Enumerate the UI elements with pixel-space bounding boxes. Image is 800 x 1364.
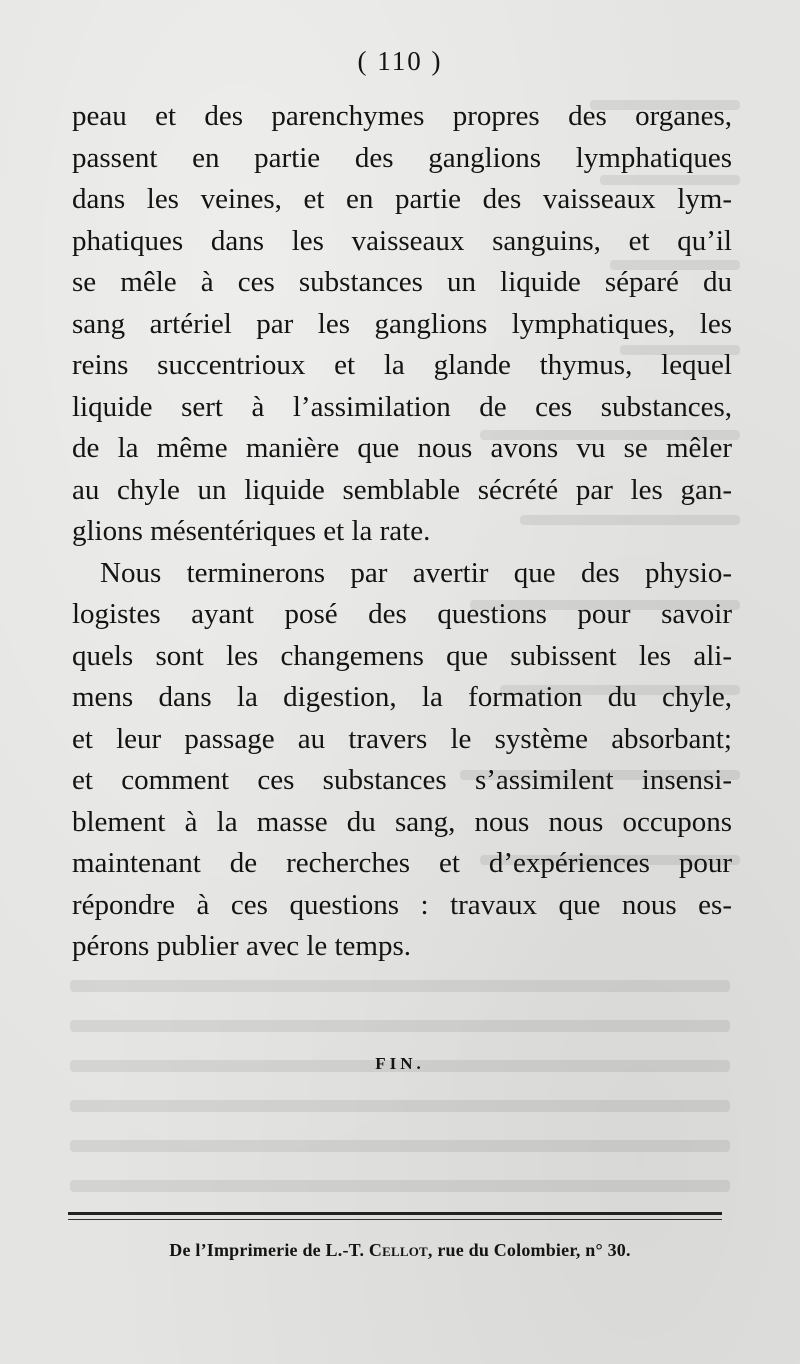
text-line: glions mésentériques et la rate. — [72, 515, 431, 547]
text-line: reins succentrioux et la glande thymus, lequel — [72, 349, 732, 381]
text-line: liquide sert à l’assimilation de ces substances, — [72, 390, 732, 423]
text-line: logistes ayant posé des questions pour savoir — [72, 598, 732, 630]
imprint-line — [0, 1240, 800, 1261]
text-line: dans les veines, et en partie des vaisseaux lym- — [72, 183, 732, 215]
text-line: quels sont les changemens que subissent les ali- — [72, 639, 732, 672]
text-line: Nous terminerons par avertir que des physio- — [100, 556, 732, 589]
paragraph — [72, 553, 732, 968]
text-line: répondre à ces questions : travaux que nous es- — [72, 888, 732, 921]
text-line: phatiques dans les vaisseaux sanguins, et qu’il — [72, 224, 732, 257]
text-line: passent en partie des ganglions lymphatiques — [72, 141, 732, 174]
imprint-rule-thin — [68, 1219, 722, 1220]
imprint-rule — [68, 1212, 722, 1215]
text-line: pérons publier avec le temps. — [72, 930, 412, 962]
fin-label: FIN. — [375, 1054, 425, 1073]
text-line: et comment ces substances s’assimilent insensi- — [72, 764, 732, 796]
text-line: se mêle à ces substances un liquide séparé du — [72, 266, 732, 298]
text-line: de la même manière que nous avons vu se mêler — [72, 432, 732, 464]
text-line: au chyle un liquide semblable sécrété par les gan- — [72, 473, 732, 506]
imprint-printer-name: Cellot — [368, 1240, 428, 1260]
text-line: blement à la masse du sang, nous nous occupons — [72, 805, 732, 838]
text-line: maintenant de recherches et d’expériences pour — [72, 847, 732, 879]
text-line: et leur passage au travers le système absorbant; — [72, 722, 732, 755]
body-text — [72, 96, 732, 968]
paragraph — [72, 96, 732, 553]
imprint-suffix: , rue du Colombier, n° 30. — [427, 1240, 631, 1260]
text-line: mens dans la digestion, la formation du chyle, — [72, 681, 732, 713]
text-line: peau et des parenchymes propres des organes, — [72, 100, 732, 132]
page-number: ( 110 ) — [357, 46, 443, 76]
imprint-prefix: De l’Imprimerie de L.-T. — [169, 1240, 369, 1260]
text-line: sang artériel par les ganglions lymphatiques, les — [72, 307, 732, 340]
